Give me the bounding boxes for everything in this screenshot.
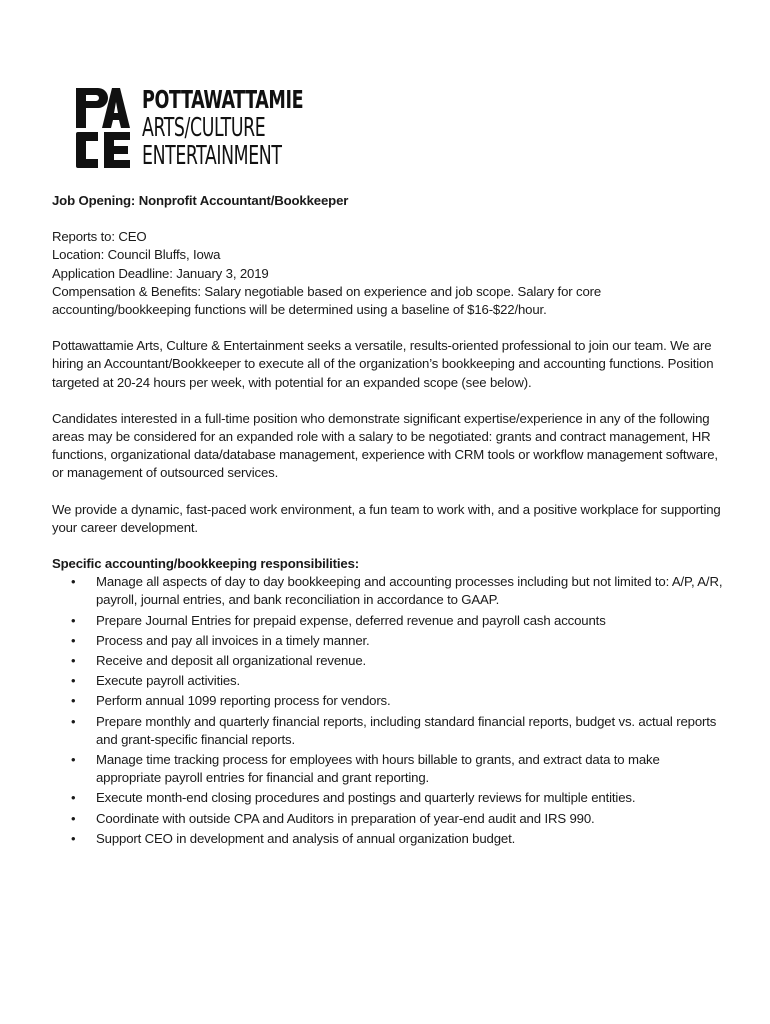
expanded-role-paragraph: Candidates interested in a full-time position who demonstrate significant expertise/experience in any of the following areas may be considered for an expanded role with a salary to be negotiated: grants and contract management, HR functions, organizational data/database management, experience with CRM tools or workflow management software, or management of outsourced services.: [52, 410, 718, 481]
location: Location: Council Bluffs, Iowa: [52, 247, 221, 263]
logo-line-2: ARTS/CULTURE: [142, 113, 266, 143]
responsibilities-list: [52, 573, 728, 848]
bullet-icon: •: [71, 713, 76, 729]
list-item-text: Execute payroll activities.: [96, 673, 241, 689]
logo-wordmark: [142, 86, 349, 170]
list-item: [52, 789, 728, 807]
list-item-text: Process and pay all invoices in a timely manner.: [96, 632, 370, 648]
list-item: [52, 632, 728, 650]
compensation-benefits: Compensation & Benefits: Salary negotiable based on experience and job scope. Salary for core accounting/bookkeeping functions will be determined using a baseline of $16-$22/hour.: [52, 283, 602, 318]
intro-paragraph: Pottawattamie Arts, Culture & Entertainment seeks a versatile, results-oriented professional to join our team. We are hiring an Accountant/Bookkeeper to execute all of the organization’s bookkeeping and accounting functions. Position targeted at 20-24 hours per week, with potential for an expanded scope (see below).: [52, 338, 714, 390]
application-deadline: Application Deadline: January 3, 2019: [52, 265, 269, 281]
bullet-icon: •: [71, 752, 76, 768]
list-item-text: Execute month-end closing procedures and postings and quarterly reviews for multiple entities.: [96, 790, 636, 806]
list-item: [52, 810, 728, 828]
list-item: [52, 573, 728, 609]
list-item: [52, 713, 728, 749]
list-item-text: Perform annual 1099 reporting process for vendors.: [96, 693, 391, 709]
responsibilities-heading: Specific accounting/bookkeeping responsibilities:: [52, 556, 360, 572]
logo-line-1: POTTAWATTAMIE: [142, 85, 304, 114]
bullet-icon: •: [71, 693, 76, 709]
pace-monogram-icon: [74, 86, 132, 170]
bullet-icon: •: [71, 612, 76, 628]
list-item-text: Coordinate with outside CPA and Auditors in preparation of year-end audit and IRS 990.: [96, 810, 595, 826]
job-title: Job Opening: Nonprofit Accountant/Bookkeeper: [52, 193, 349, 208]
list-item: [52, 612, 728, 630]
list-item-text: Support CEO in development and analysis of annual organization budget.: [96, 830, 516, 846]
bullet-icon: •: [71, 632, 76, 648]
list-item: [52, 652, 728, 670]
bullet-icon: •: [71, 830, 76, 846]
list-item: [52, 830, 728, 848]
list-item-text: Prepare monthly and quarterly financial reports, including standard financial reports, budget vs. actual reports and grant-specific financial reports.: [96, 713, 717, 747]
workplace-paragraph: We provide a dynamic, fast-paced work environment, a fun team to work with, and a positive workplace for supporting your career development.: [52, 501, 721, 535]
logo-line-3: ENTERTAINMENT: [142, 141, 282, 171]
list-item: [52, 672, 728, 690]
bullet-icon: •: [71, 574, 76, 590]
list-item: [52, 692, 728, 710]
list-item-text: Prepare Journal Entries for prepaid expense, deferred revenue and payroll cash accounts: [96, 612, 606, 628]
reports-to: Reports to: CEO: [52, 229, 147, 245]
list-item-text: Manage all aspects of day to day bookkeeping and accounting processes including but not limited to: A/P, A/R, payroll, journal entries, and bank reconciliation in accordance to GAAP.: [96, 574, 723, 608]
list-item-text: Manage time tracking process for employees with hours billable to grants, and extract data to make appropriate payroll entries for financial and grant reporting.: [96, 752, 660, 786]
organization-logo: [74, 86, 314, 170]
list-item: [52, 751, 728, 787]
bullet-icon: •: [71, 653, 76, 669]
list-item-text: Receive and deposit all organizational revenue.: [96, 653, 367, 669]
bullet-icon: •: [71, 673, 76, 689]
document-body: [52, 192, 728, 850]
bullet-icon: •: [71, 790, 76, 806]
bullet-icon: •: [71, 810, 76, 826]
